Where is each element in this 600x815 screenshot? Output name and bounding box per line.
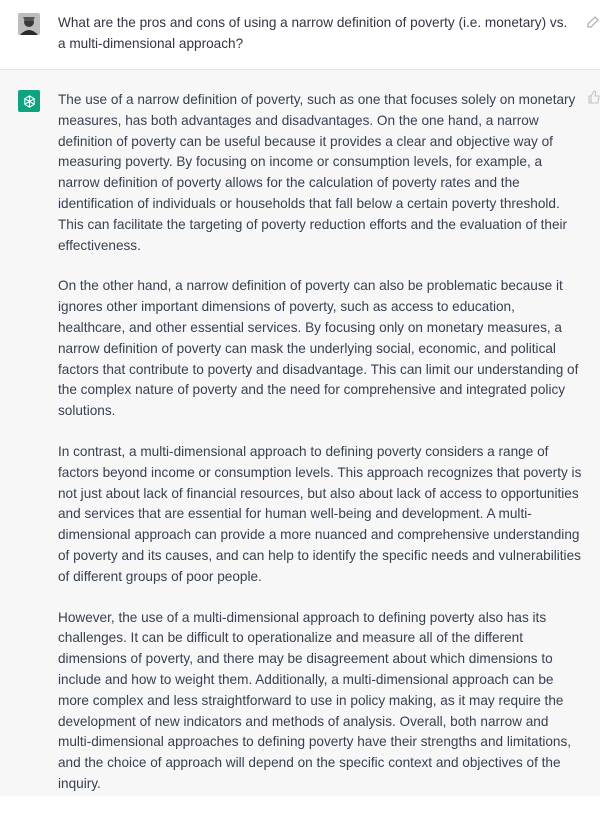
edit-icon[interactable] [586, 15, 600, 29]
openai-logo-icon [18, 90, 40, 112]
assistant-message-text [58, 90, 582, 815]
user-message-row [0, 0, 600, 70]
user-avatar [18, 13, 40, 35]
answer-paragraph-1: The use of a narrow definition of poverty, such as one that focuses solely on monetary measures, has both advantages and disadvantages. On the one hand, a narrow definition of poverty can be useful because it provides a clear and objective way of measuring poverty. By focusing on income or consumption levels, for example, a narrow definition of poverty allows for the calculation of poverty rates and the identification of individuals or households that fall below a certain poverty threshold. This can facilitate the targeting of poverty reduction efforts and the evaluation of their effectiveness. [58, 92, 576, 253]
answer-paragraph-4: However, the use of a multi-dimensional approach to defining poverty also has its challenges. It can be difficult to operationalize and measure all of the different dimensions of poverty, and there may be disagreement about which dimensions to include and how to weight them. Additionally, a multi-dimensional approach can be more complex and less straightforward to use in policy making, as it may require the development of new indicators and methods of analysis. Overall, both narrow and multi-dimensional approaches to defining poverty have their strengths and limitations, and the choice of approach will depend on the specific context and objectives of the inquiry. [58, 609, 572, 791]
answer-paragraph-3: In contrast, a multi-dimensional approach to defining poverty considers a range of factors beyond income or consumption levels. This approach recognizes that poverty is not just about lack of financial resources, but also about lack of access to opportunities and services that are essential for human well-being and development. A multi-dimensional approach can provide a more nuanced and comprehensive understanding of poverty and its causes, and can help to identify the specific needs and vulnerabilities of different groups of poor people. [58, 443, 582, 584]
thumbs-up-icon[interactable] [588, 90, 600, 104]
answer-paragraph-2: On the other hand, a narrow definition of poverty can also be problematic because it ignores other important dimensions of poverty, such as access to education, healthcare, and other essential services. By focusing only on monetary measures, a narrow definition of poverty can mask the underlying social, economic, and political factors that contribute to poverty and disadvantage. This can limit our understanding of the complex nature of poverty and the need for comprehensive and integrated policy solutions. [58, 278, 579, 419]
user-message-text: What are the pros and cons of using a narrow definition of poverty (i.e. monetary) vs. a multi-dimensional approach? [58, 15, 568, 51]
assistant-message-row [0, 70, 600, 796]
